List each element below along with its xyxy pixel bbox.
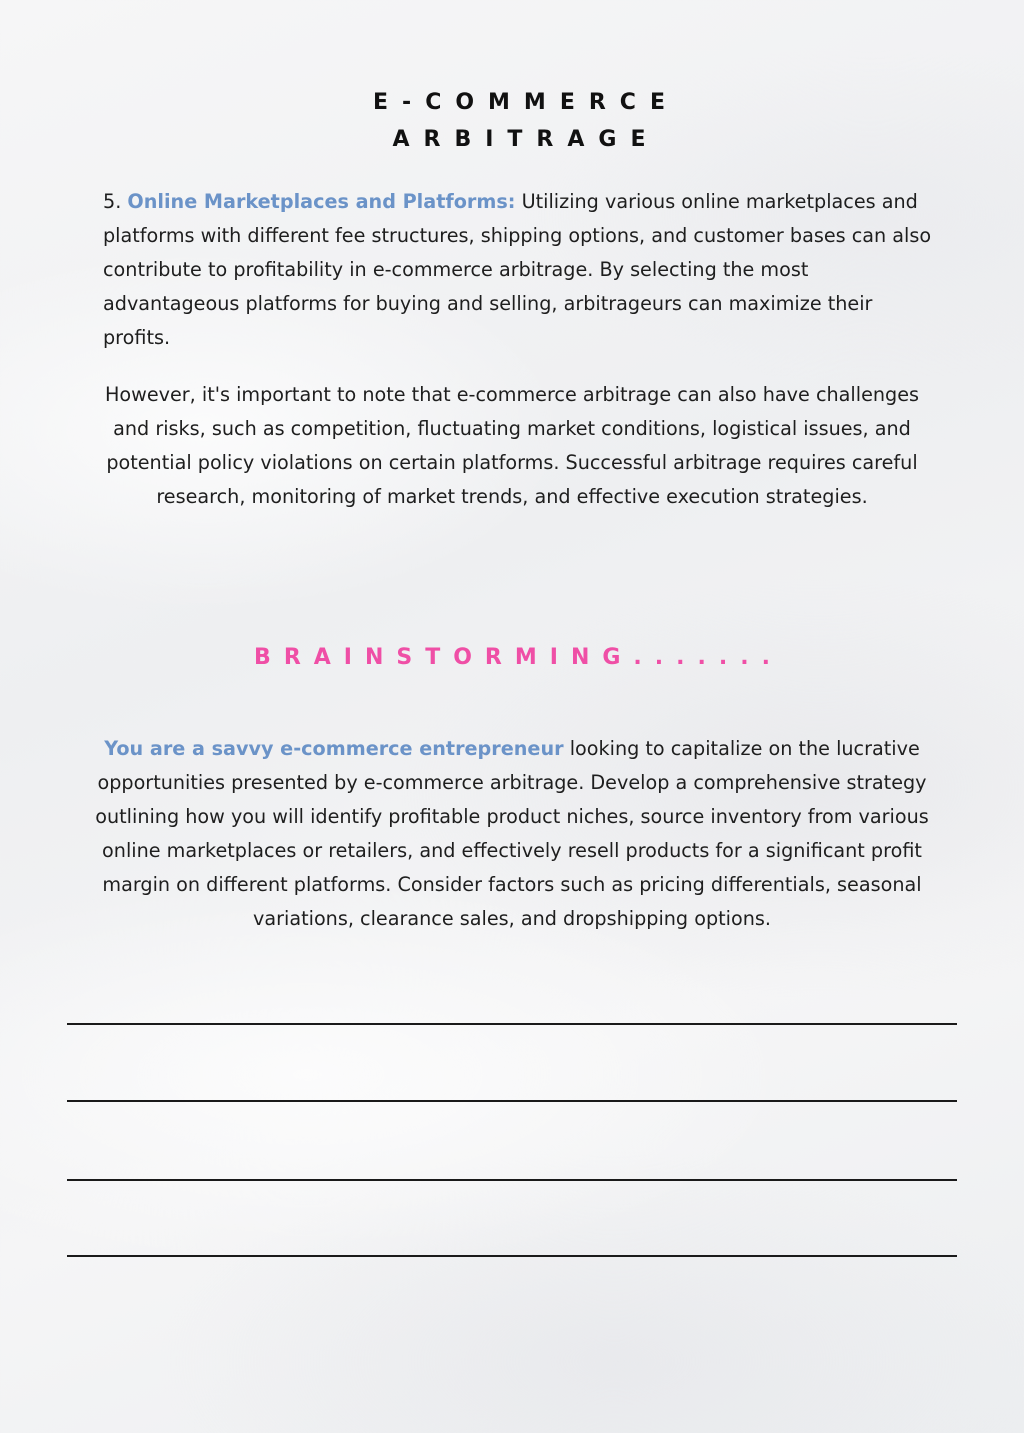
prompt-body: looking to capitalize on the lucrative opportunities presented by e-commerce arbitrage. Develop a comprehensive strategy outlining how you will identify profitable product niches, source inventory from various online marketplaces or retailers, and effectively resell products for a significant profit margin on different platforms. Consider factors such as pricing differentials, seasonal variations, clearance sales, and dropshipping options. <box>95 737 929 930</box>
writing-line[interactable] <box>67 1255 957 1257</box>
page-title-line-1: E-COMMERCE <box>373 90 679 115</box>
writing-line[interactable] <box>67 1179 957 1181</box>
page-title-line-2: ARBITRAGE <box>392 127 660 152</box>
prompt-highlight: You are a savvy e-commerce entrepreneur <box>104 737 564 760</box>
brainstorming-heading: BRAINSTORMING....... <box>254 645 783 670</box>
section-5-paragraph <box>103 185 933 355</box>
risk-note-paragraph: However, it's important to note that e-commerce arbitrage can also have challenges and risks, such as competition, fluctuating market conditions, logistical issues, and potential policy violations on certain platforms. Successful arbitrage requires careful research, monitoring of market trends, and effective execution strategies. <box>104 383 920 508</box>
brainstorming-prompt <box>94 732 930 936</box>
writing-line[interactable] <box>67 1023 957 1025</box>
section-5-number: 5. <box>103 190 122 213</box>
section-5-body: Utilizing various online marketplaces and platforms with different fee structures, shipping options, and customer bases can also contribute to profitability in e-commerce arbitrage. By selecting the most advantageous platforms for buying and selling, arbitrageurs can maximize their profits. <box>103 190 932 349</box>
writing-line[interactable] <box>67 1100 957 1102</box>
section-5-heading: Online Marketplaces and Platforms: <box>127 190 516 213</box>
